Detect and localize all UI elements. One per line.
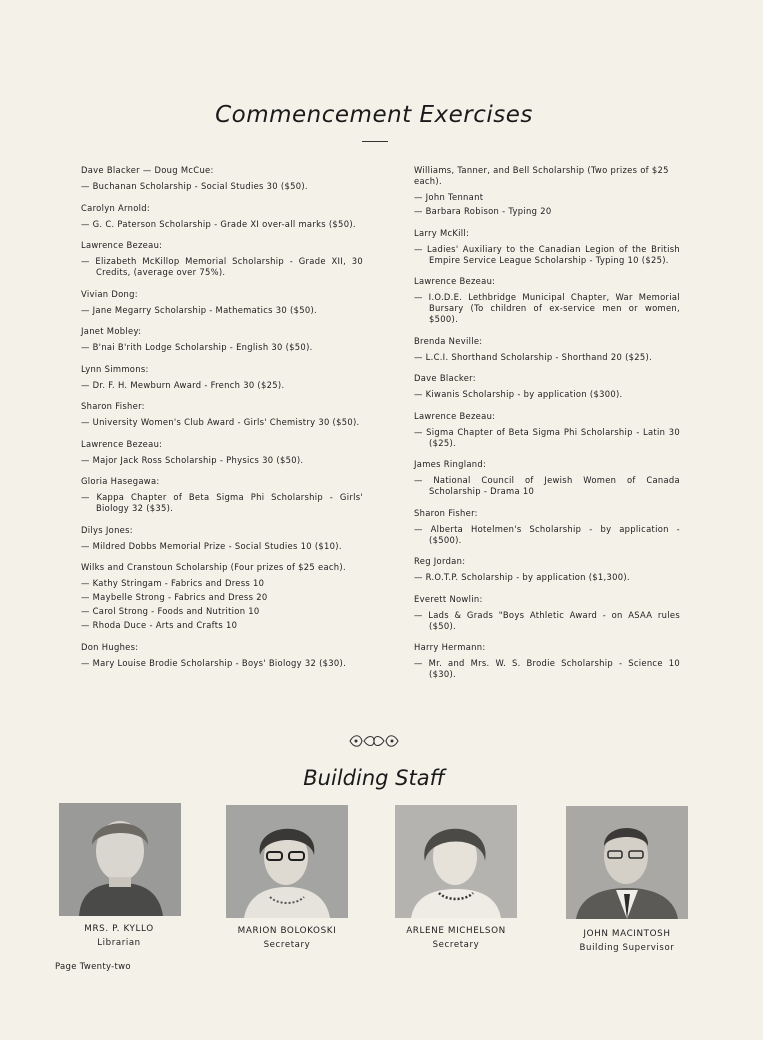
award-line: — Elizabeth McKillop Memorial Scholarship - Grade XII, 30 Credits, (average over 75%). — [81, 256, 363, 277]
staff-name: MARION BOLOKOSKI — [237, 926, 337, 936]
award-line: — Kappa Chapter of Beta Sigma Phi Scholarship - Girls' Biology 32 ($35). — [81, 492, 363, 513]
left-column — [81, 165, 363, 679]
scholarship-entry — [81, 401, 363, 428]
award-line: — University Women's Club Award - Girls' Chemistry 30 ($50). — [81, 417, 360, 427]
scholarship-entry — [414, 276, 680, 325]
award-line: — Buchanan Scholarship - Social Studies 30 ($50). — [81, 181, 308, 191]
recipient-label: Dave Blacker — Doug McCue: — [81, 165, 214, 175]
scholarship-entry — [81, 289, 363, 316]
award-line: — Mary Louise Brodie Scholarship - Boys' Biology 32 ($30). — [81, 657, 347, 668]
staff-heading: Building Staff — [303, 766, 445, 790]
award-line: — G. C. Paterson Scholarship - Grade XI over-all marks ($50). — [81, 218, 356, 229]
recipient-label: Lawrence Bezeau: — [414, 276, 496, 286]
award-line: — R.O.T.P. Scholarship - by application ($1,300). — [414, 572, 630, 582]
staff-name: MRS. P. KYLLO — [84, 924, 154, 934]
recipient-label: Lynn Simmons: — [81, 363, 149, 374]
recipient-label: Janet Mobley: — [81, 326, 142, 336]
award-line: — Ladies' Auxiliary to the Canadian Legion of the British Empire Service League Scholarship - Typing 10 ($25). — [414, 243, 680, 265]
scholarship-entry — [414, 508, 680, 546]
scholarship-entry — [81, 203, 363, 230]
scholarship-entry — [81, 642, 363, 669]
scholarship-entry — [414, 336, 680, 363]
staff-role: Librarian — [97, 938, 141, 948]
award-line: — Maybelle Strong - Fabrics and Dress 20 — [81, 592, 268, 602]
staff-name: JOHN MACINTOSH — [583, 929, 671, 939]
portrait-photo — [226, 805, 348, 918]
scholarship-entry — [414, 556, 680, 583]
recipient-label: Williams, Tanner, and Bell Scholarship (Two prizes of $25 each). — [414, 165, 669, 186]
staff-caption — [34, 922, 204, 950]
scholarship-entry — [414, 165, 680, 217]
scholarship-entry — [81, 562, 363, 631]
staff-caption — [542, 927, 712, 955]
scholarship-entry — [414, 642, 680, 680]
title-divider — [362, 141, 388, 142]
portrait-photo — [395, 805, 517, 918]
award-line: — Carol Strong - Foods and Nutrition 10 — [81, 606, 260, 616]
scholarship-entry — [81, 326, 363, 353]
recipient-label: Don Hughes: — [81, 641, 139, 652]
scholarship-entry — [414, 411, 680, 449]
recipient-label: Gloria Hasegawa: — [81, 476, 160, 486]
award-line: — Sigma Chapter of Beta Sigma Phi Scholarship - Latin 30 ($25). — [414, 426, 680, 448]
scholarship-entry — [81, 525, 363, 552]
recipient-label: Reg Jordan: — [414, 556, 466, 566]
recipient-label: Wilks and Cranstoun Scholarship (Four prizes of $25 each). — [81, 562, 346, 572]
recipient-label: Dilys Jones: — [81, 524, 133, 535]
recipient-label: Harry Hermann: — [414, 642, 486, 652]
staff-caption — [202, 924, 372, 952]
portrait-photo — [59, 803, 181, 916]
award-line: — Rhoda Duce - Arts and Crafts 10 — [81, 620, 238, 630]
award-line: — Alberta Hotelmen's Scholarship - by application - ($500). — [414, 523, 680, 545]
award-line: — Mildred Dobbs Memorial Prize - Social Studies 10 ($10). — [81, 540, 342, 551]
recipient-label: Lawrence Bezeau: — [81, 240, 163, 250]
scholarship-entry — [81, 476, 363, 514]
recipient-label: Dave Blacker: — [414, 373, 476, 383]
staff-role: Secretary — [432, 940, 480, 950]
award-line: — I.O.D.E. Lethbridge Municipal Chapter, War Memorial Bursary (To children of ex-service men or women, $500). — [414, 292, 680, 324]
scholarship-entry — [414, 373, 680, 400]
recipient-label: James Ringland: — [414, 459, 487, 469]
recipient-label: Lawrence Bezeau: — [81, 438, 163, 449]
right-column — [414, 165, 680, 691]
staff-name: ARLENE MICHELSON — [406, 926, 506, 936]
award-line: — Mr. and Mrs. W. S. Brodie Scholarship - Science 10 ($30). — [414, 658, 680, 679]
scholarship-entry — [81, 165, 363, 192]
award-line: — Lads & Grads "Boys Athletic Award - on ASAA rules ($50). — [414, 609, 680, 631]
scholarship-entry — [414, 459, 680, 497]
staff-caption — [371, 924, 541, 952]
award-line: — Jane Megarry Scholarship - Mathematics 30 ($50). — [81, 304, 317, 315]
scholarship-entry — [81, 439, 363, 466]
recipient-label: Lawrence Bezeau: — [414, 410, 496, 421]
portrait-photo — [566, 806, 688, 919]
award-line: — National Council of Jewish Women of Canada Scholarship - Drama 10 — [414, 475, 680, 496]
award-line: — Major Jack Ross Scholarship - Physics 30 ($50). — [81, 454, 304, 465]
recipient-label: Larry McKill: — [414, 227, 470, 238]
page-title: Commencement Exercises — [215, 102, 533, 128]
ornament-icon — [348, 733, 400, 749]
recipient-label: Carolyn Arnold: — [81, 202, 151, 213]
award-line: — B'nai B'rith Lodge Scholarship - English 30 ($50). — [81, 342, 313, 352]
staff-role: Building Supervisor — [579, 943, 675, 953]
award-line: — Barbara Robison - Typing 20 — [414, 206, 552, 216]
award-line: — L.C.I. Shorthand Scholarship - Shorthand 20 ($25). — [414, 351, 653, 362]
recipient-label: Sharon Fisher: — [81, 401, 145, 411]
award-line: — Kiwanis Scholarship - by application ($300). — [414, 389, 623, 399]
recipient-label: Sharon Fisher: — [414, 507, 478, 518]
page-number: Page Twenty-two — [55, 962, 131, 972]
scholarship-entry — [81, 240, 363, 278]
staff-role: Secretary — [263, 940, 311, 950]
recipient-label: Vivian Dong: — [81, 288, 138, 299]
recipient-label: Brenda Neville: — [414, 335, 483, 346]
scholarship-entry — [414, 594, 680, 632]
scholarship-entry — [414, 228, 680, 266]
award-line: — Dr. F. H. Mewburn Award - French 30 ($25). — [81, 379, 285, 390]
recipient-label: Everett Nowlin: — [414, 593, 483, 604]
award-line: — Kathy Stringam - Fabrics and Dress 10 — [81, 578, 265, 588]
scholarship-entry — [81, 364, 363, 391]
award-line: — John Tennant — [414, 192, 484, 202]
